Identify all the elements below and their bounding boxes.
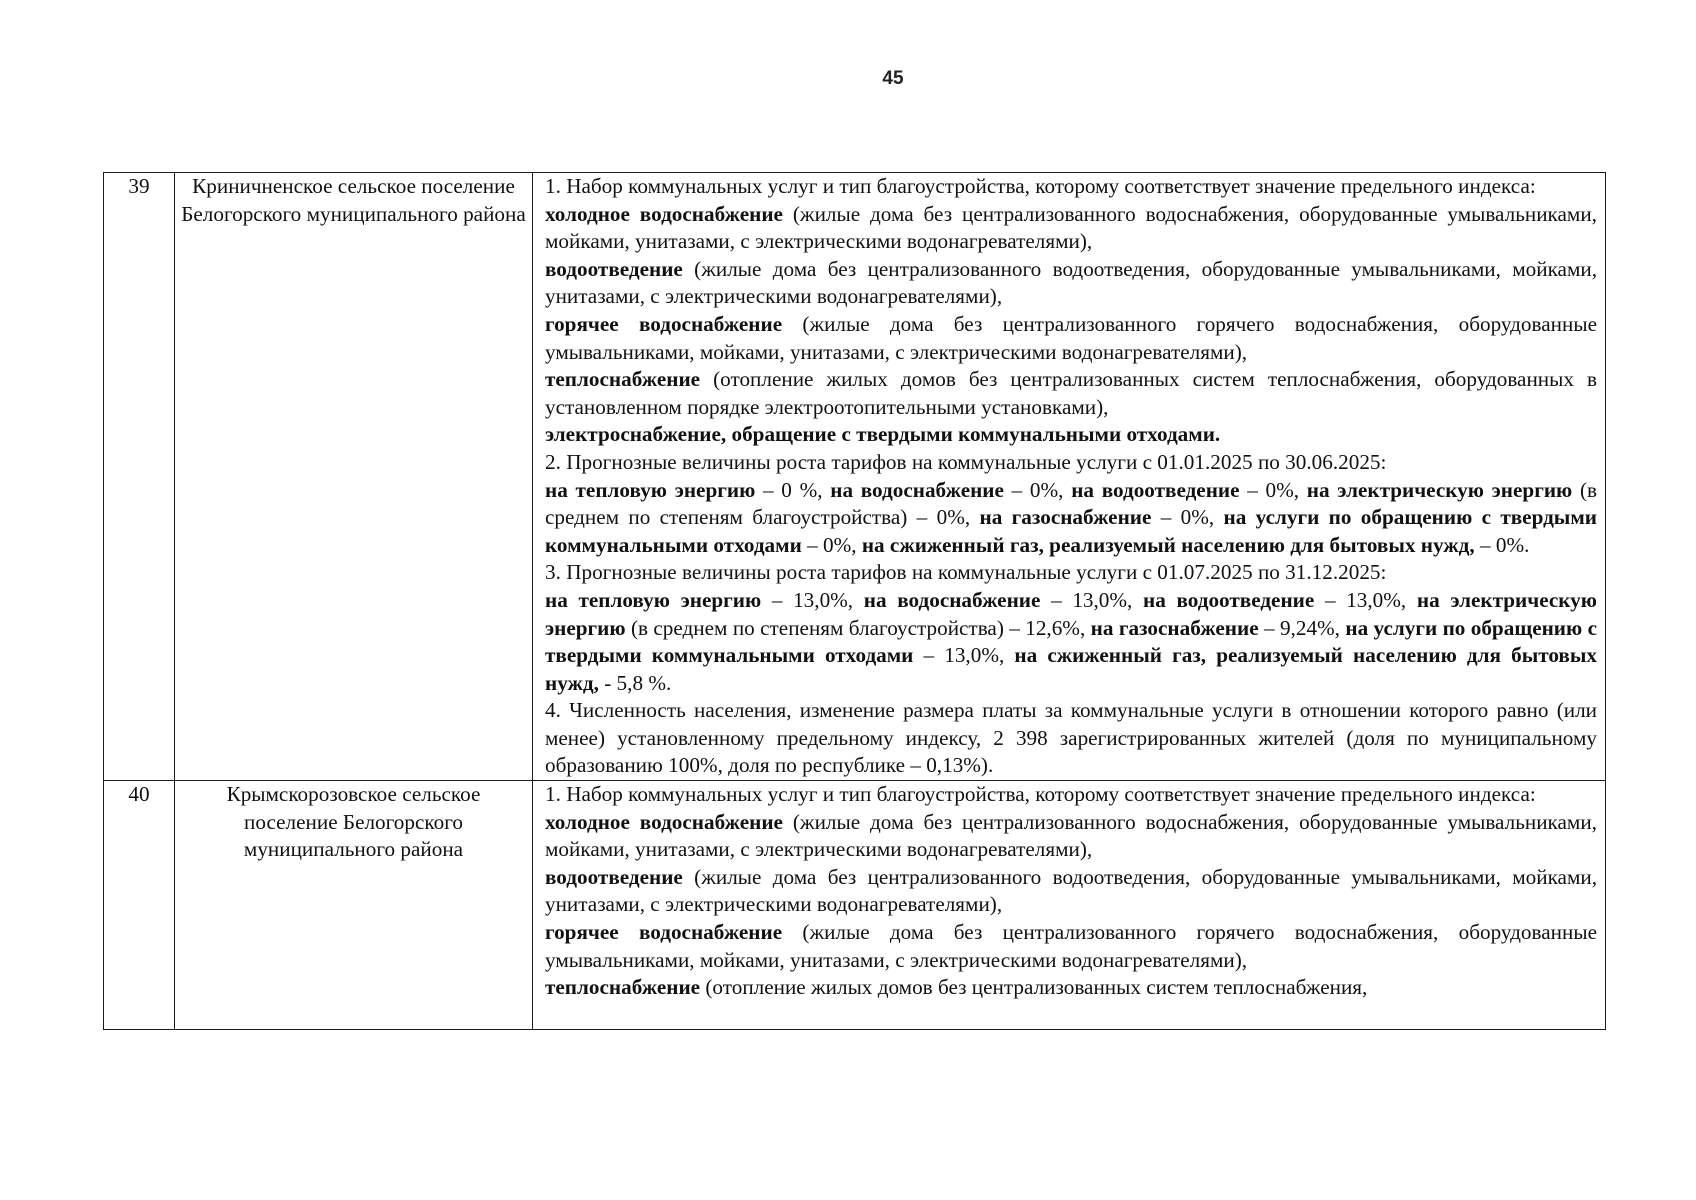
rate-value: – 13,0%, [913,643,1015,668]
row-description-clip [545,781,1597,1028]
paragraph-2-intro: 2. Прогнозные величины роста тарифов на коммунальные услуги с 01.01.2025 по 30.06.2025: [545,449,1387,474]
cold-water-label: холодное водоснабжение [545,201,783,226]
sewerage-text: (жилые дома без централизованного водоотведения, оборудованные умывальниками, мойками, унитазами, с электрическими водонагревателями), [545,864,1597,917]
hot-water-label: горячее водоснабжение [545,311,783,336]
hot-water-text: (жилые дома без централизованного горячего водоснабжения, оборудованные умывальниками, мойками, унитазами, с электрическими водонагревателями), [545,311,1597,364]
rate-value: – 13,0%, [1040,587,1143,612]
rate-label: на водоотведение [1143,587,1315,612]
electricity-waste-label: электроснабжение, обращение с твердыми коммунальными отходами. [545,422,1221,447]
row-number: 39 [104,173,175,781]
hot-water-text: (жилые дома без централизованного горячего водоснабжения, оборудованные умывальниками, мойками, унитазами, с электрическими водонагревателями), [545,920,1597,972]
sewerage-label: водоотведение [545,864,683,889]
cold-water-item [545,809,1597,864]
cold-water-item [545,201,1597,256]
rate-value: – 0%, [1003,477,1072,502]
page-number: 45 [882,68,904,89]
row-description [533,781,1606,1030]
rate-label: на водоснабжение [863,587,1041,612]
municipality-name: Крымскорозовское сельское поселение Белогорского муниципального района [175,781,533,1030]
rate-label: на электрическую энергию [1306,477,1573,502]
hot-water-label: горячее водоснабжение [545,920,783,945]
sewerage-item [545,864,1597,919]
rate-label: на тепловую энергию [545,477,756,502]
rate-value: - 5,8 %. [598,670,672,695]
rate-value: (в среднем по степеням благоустройства) – 12,6%, [625,615,1091,640]
tariff-table [103,172,1606,1030]
hot-water-item [545,919,1597,974]
table-row [104,173,1606,781]
rate-label: на газоснабжение [979,505,1152,530]
table-row [104,781,1606,1030]
rate-value: – 0%. [1474,532,1530,557]
rate-value: (в среднем по степеням благоустройства) – 0%, [545,477,1598,530]
paragraph-3-intro: 3. Прогнозные величины роста тарифов на коммунальные услуги с 01.07.2025 по 31.12.2025: [545,560,1387,585]
electricity-waste-item [545,421,1597,449]
heating-text: (отопление жилых домов без централизованных систем теплоснабжения, [700,975,1368,1000]
paragraph-3-rates [545,587,1597,697]
rate-value: – 0%, [1151,505,1224,530]
paragraph-1-intro: 1. Набор коммунальных услуг и тип благоустройства, которому соответствует значение предельного индекса: [545,782,1536,807]
rate-label: на газоснабжение [1090,615,1259,640]
rate-label: на водоотведение [1071,477,1240,502]
rate-label: на тепловую энергию [545,587,762,612]
sewerage-text: (жилые дома без централизованного водоотведения, оборудованные умывальниками, мойками, унитазами, с электрическими водонагревателями), [545,256,1597,309]
cold-water-text: (жилые дома без централизованного водоснабжения, оборудованные умывальниками, мойками, унитазами, с электрическими водонагревателями), [545,201,1597,254]
heating-item [545,366,1597,421]
heating-text: (отопление жилых домов без централизованных систем теплоснабжения, оборудованных в установленном порядке электроотопительными установками), [545,367,1597,419]
rate-value: – 0 %, [755,477,831,502]
rate-value: – 0%, [1239,477,1307,502]
sewerage-label: водоотведение [545,256,683,281]
heating-item [545,974,1597,1002]
rate-value: – 13,0%, [761,587,864,612]
hot-water-item [545,311,1597,366]
rate-label: на водоснабжение [830,477,1004,502]
heating-label: теплоснабжение [545,975,701,1000]
rate-label: на электрическую энергию [545,587,1597,640]
paragraph-1-intro: 1. Набор коммунальных услуг и тип благоустройства, которому соответствует значение предельного индекса: [545,174,1536,198]
rate-value: – 0%, [801,532,862,557]
row-number: 40 [104,781,175,1030]
rate-label: на услуги по обращению с твердыми коммунальными отходами [545,615,1597,668]
cold-water-text: (жилые дома без централизованного водоснабжения, оборудованные умывальниками, мойками, унитазами, с электрическими водонагревателями), [545,809,1597,862]
cold-water-label: холодное водоснабжение [545,809,783,834]
rate-label: на услуги по обращению с твердыми коммунальными отходами [545,505,1597,557]
heating-label: теплоснабжение [545,367,701,392]
row-description [533,173,1606,781]
paragraph-2-rates [545,477,1597,560]
rate-value: – 9,24%, [1258,615,1346,640]
sewerage-item [545,256,1597,311]
paragraph-4-population: 4. Численность населения, изменение размера платы за коммунальные услуги в отношении которого равно (или менее) установленному предельному индексу, 2 398 зарегистрированных жителей (доля по муниципальному образованию 100%, доля по республике – 0,13%). [545,698,1597,778]
municipality-name: Криничненское сельское поселение Белогорского муниципального района [175,173,533,781]
rate-label: на сжиженный газ, реализуемый населению для бытовых нужд, [861,532,1475,557]
rate-value: – 13,0%, [1314,587,1417,612]
rate-label: на сжиженный газ, реализуемый населению для бытовых нужд, [545,643,1598,695]
